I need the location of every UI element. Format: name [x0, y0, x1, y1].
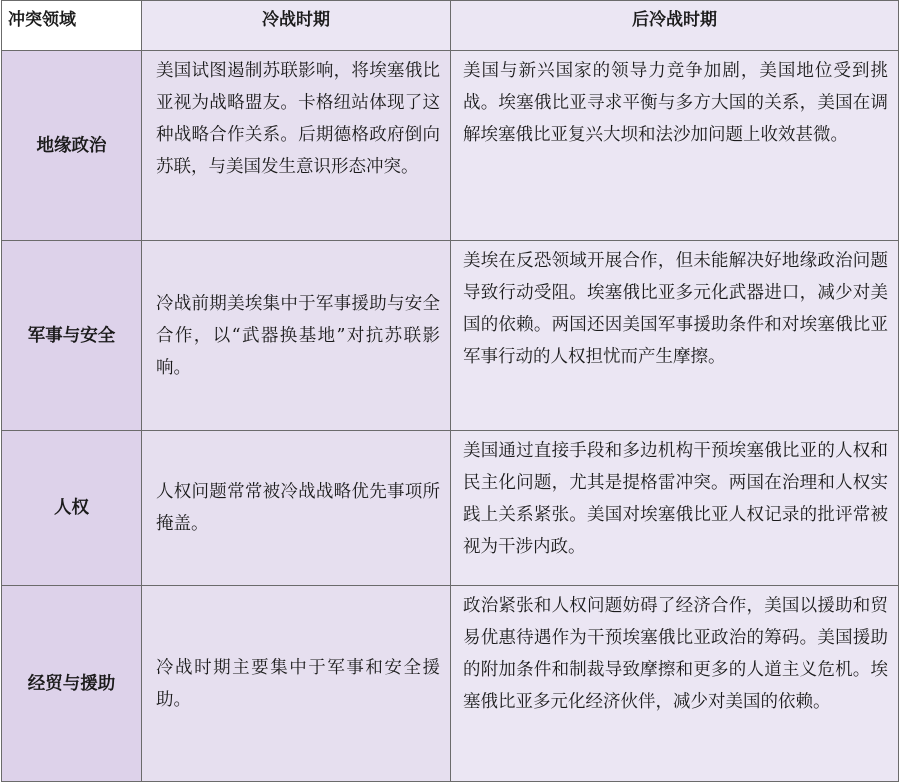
table-row [2, 51, 899, 241]
cold-war-cell: 美国试图遏制苏联影响，将埃塞俄比亚视为战略盟友。卡格纽站体现了这种战略合作关系。后期德格政府倒向苏联，与美国发生意识形态冲突。 [142, 51, 451, 241]
table-row [2, 431, 899, 586]
header-post-cold-war: 后冷战时期 [451, 1, 899, 51]
category-cell: 经贸与援助 [2, 586, 142, 782]
table-row [2, 586, 899, 782]
category-cell: 人权 [2, 431, 142, 586]
cold-war-cell: 人权问题常常被冷战战略优先事项所掩盖。 [142, 431, 451, 586]
comparison-table [1, 0, 899, 782]
header-domain: 冲突领域 [2, 1, 142, 51]
category-cell: 地缘政治 [2, 51, 142, 241]
cold-war-cell: 冷战时期主要集中于军事和安全援助。 [142, 586, 451, 782]
header-row [2, 1, 899, 51]
table-row [2, 241, 899, 431]
cold-war-cell: 冷战前期美埃集中于军事援助与安全合作，以“武器换基地”对抗苏联影响。 [142, 241, 451, 431]
post-cold-war-cell: 美国通过直接手段和多边机构干预埃塞俄比亚的人权和民主化问题，尤其是提格雷冲突。两国在治理和人权实践上关系紧张。美国对埃塞俄比亚人权记录的批评常被视为干涉内政。 [451, 431, 899, 586]
category-cell: 军事与安全 [2, 241, 142, 431]
header-cold-war: 冷战时期 [142, 1, 451, 51]
post-cold-war-cell: 美国与新兴国家的领导力竞争加剧，美国地位受到挑战。埃塞俄比亚寻求平衡与多方大国的关系，美国在调解埃塞俄比亚复兴大坝和法沙加问题上收效甚微。 [451, 51, 899, 241]
post-cold-war-cell: 美埃在反恐领域开展合作，但未能解决好地缘政治问题导致行动受阻。埃塞俄比亚多元化武器进口，减少对美国的依赖。两国还因美国军事援助条件和对埃塞俄比亚军事行动的人权担忧而产生摩擦。 [451, 241, 899, 431]
post-cold-war-cell: 政治紧张和人权问题妨碍了经济合作，美国以援助和贸易优惠待遇作为干预埃塞俄比亚政治的筹码。美国援助的附加条件和制裁导致摩擦和更多的人道主义危机。埃塞俄比亚多元化经济伙伴，减少对美国的依赖。 [451, 586, 899, 782]
